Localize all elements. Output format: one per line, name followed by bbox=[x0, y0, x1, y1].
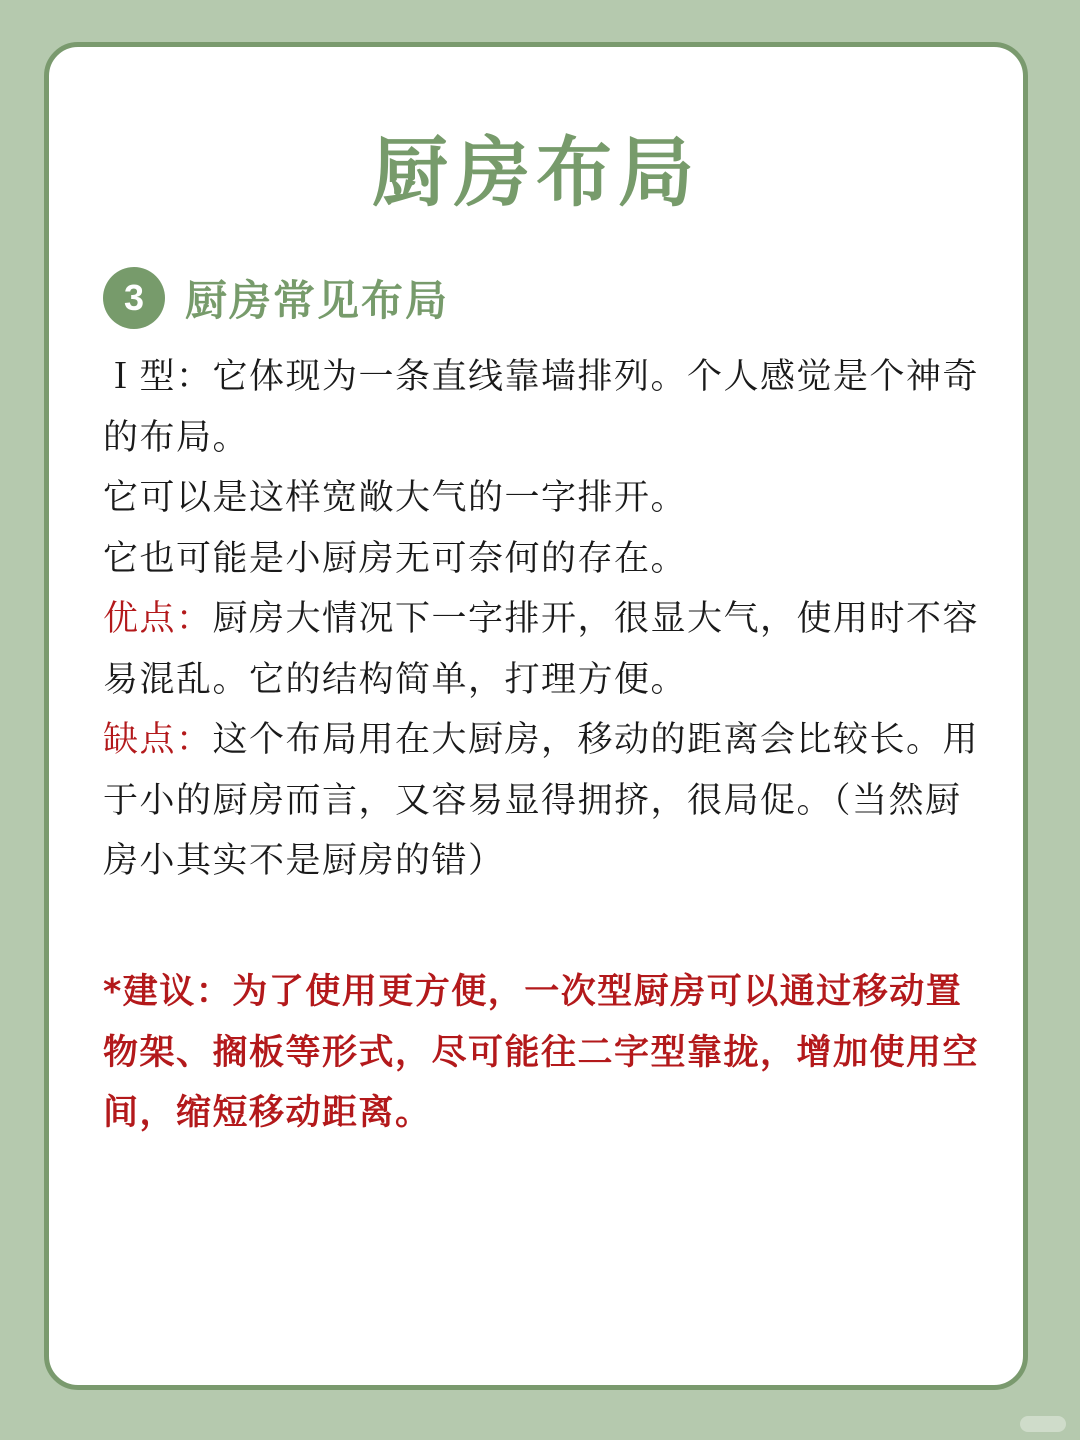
cons-text: 这个布局用在大厨房，移动的距离会比较长。用于小的厨房而言，又容易显得拥挤，很局促。（当然厨房小其实不是厨房的错） bbox=[103, 720, 980, 881]
pros-paragraph bbox=[103, 589, 983, 710]
section-header bbox=[103, 265, 449, 331]
content-card bbox=[44, 42, 1028, 1390]
pros-text: 厨房大情况下一字排开，很显大气，使用时不容易混乱。它的结构简单，打理方便。 bbox=[103, 599, 980, 700]
section-number-badge: 3 bbox=[103, 267, 165, 329]
watermark bbox=[1020, 1416, 1066, 1432]
section-title: 厨房常见布局 bbox=[185, 276, 450, 325]
intro-paragraph: Ｉ型：它体现为一条直线靠墙排列。个人感觉是个神奇的布局。 bbox=[103, 357, 980, 458]
cons-paragraph bbox=[103, 710, 983, 892]
paragraph-line-2: 它可以是这样宽敞大气的一字排开。 bbox=[103, 478, 688, 518]
cons-label: 缺点： bbox=[103, 720, 213, 760]
paragraph-line-3: 它也可能是小厨房无可奈何的存在。 bbox=[103, 538, 688, 579]
page-title: 厨房布局 bbox=[372, 128, 700, 217]
body-text bbox=[103, 347, 983, 892]
advice-text: *建议：为了使用更方便，一次型厨房可以通过移动置物架、搁板等形式，尽可能往二字型靠拢，增加使用空间，缩短移动距离。 bbox=[103, 972, 980, 1133]
pros-label: 优点： bbox=[103, 599, 213, 639]
